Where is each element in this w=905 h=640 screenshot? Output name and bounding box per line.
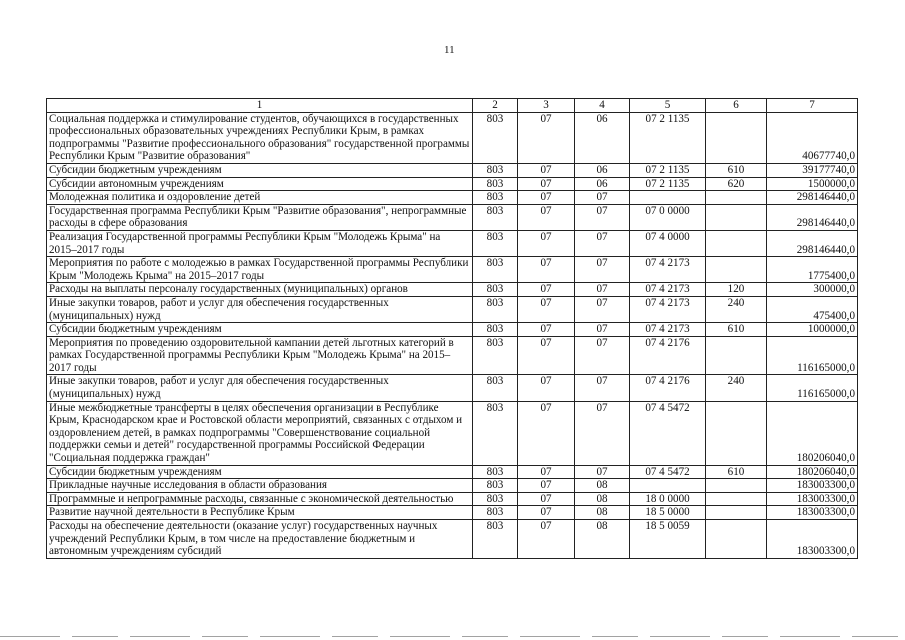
table-row: [47, 257, 858, 283]
amount-cell: 1000000,0: [767, 323, 858, 337]
subsection-cell: 08: [575, 506, 630, 520]
target-article-cell: 07 4 2176: [630, 375, 706, 401]
target-article-cell: 07 4 2173: [630, 296, 706, 322]
subsection-cell: 07: [575, 375, 630, 401]
expense-type-cell: [706, 506, 767, 520]
subsection-cell: 06: [575, 177, 630, 191]
target-article-cell: 07 2 1135: [630, 177, 706, 191]
code-cell: 803: [473, 257, 518, 283]
row-name-cell: Субсидии автономным учреждениям: [47, 177, 473, 191]
section-cell: 07: [518, 296, 575, 322]
table-row: [47, 465, 858, 479]
table-row: [47, 375, 858, 401]
page-number: 11: [444, 44, 455, 56]
amount-cell: 1775400,0: [767, 257, 858, 283]
row-name-cell: Молодежная политика и оздоровление детей: [47, 191, 473, 205]
expense-type-cell: [706, 401, 767, 465]
subsection-cell: 08: [575, 479, 630, 493]
expense-type-cell: 620: [706, 177, 767, 191]
subsection-cell: 07: [575, 257, 630, 283]
target-article-cell: 07 4 5472: [630, 465, 706, 479]
expense-type-cell: [706, 191, 767, 205]
amount-cell: 180206040,0: [767, 465, 858, 479]
code-cell: 803: [473, 191, 518, 205]
section-cell: 07: [518, 492, 575, 506]
target-article-cell: 07 4 2173: [630, 283, 706, 297]
section-cell: 07: [518, 204, 575, 230]
row-name-cell: Субсидии бюджетным учреждениям: [47, 465, 473, 479]
subsection-cell: 07: [575, 465, 630, 479]
table-row: [47, 520, 858, 559]
section-cell: 07: [518, 257, 575, 283]
target-article-cell: 07 2 1135: [630, 112, 706, 163]
expense-type-cell: [706, 479, 767, 493]
code-cell: 803: [473, 230, 518, 256]
table-row: [47, 283, 858, 297]
code-cell: 803: [473, 323, 518, 337]
budget-table: [46, 98, 858, 559]
row-name-cell: Социальная поддержка и стимулирование студентов, обучающихся в государственных профессиональных образовательных учреждениях Республики Крым, в рамках подпрограммы "Развитие профессионального образования" государственной программы Республики Крым "Развитие образования": [47, 112, 473, 163]
header-cell: 1: [47, 99, 473, 113]
table-row: [47, 323, 858, 337]
header-cell: 7: [767, 99, 858, 113]
amount-cell: 300000,0: [767, 283, 858, 297]
target-article-cell: [630, 191, 706, 205]
expense-type-cell: 610: [706, 465, 767, 479]
target-article-cell: 07 4 0000: [630, 230, 706, 256]
header-cell: 5: [630, 99, 706, 113]
row-name-cell: Субсидии бюджетным учреждениям: [47, 163, 473, 177]
amount-cell: 183003300,0: [767, 492, 858, 506]
expense-type-cell: [706, 112, 767, 163]
row-name-cell: Иные закупки товаров, работ и услуг для обеспечения государственных (муниципальных) нужд: [47, 296, 473, 322]
section-cell: 07: [518, 336, 575, 375]
amount-cell: 183003300,0: [767, 520, 858, 559]
code-cell: 803: [473, 492, 518, 506]
amount-cell: 116165000,0: [767, 375, 858, 401]
row-name-cell: Программные и непрограммные расходы, связанные с экономической деятельностью: [47, 492, 473, 506]
amount-cell: 298146440,0: [767, 204, 858, 230]
subsection-cell: 07: [575, 323, 630, 337]
subsection-cell: 07: [575, 296, 630, 322]
code-cell: 803: [473, 283, 518, 297]
amount-cell: 180206040,0: [767, 401, 858, 465]
row-name-cell: Расходы на выплаты персоналу государственных (муниципальных) органов: [47, 283, 473, 297]
subsection-cell: 08: [575, 520, 630, 559]
target-article-cell: 07 4 2173: [630, 323, 706, 337]
code-cell: 803: [473, 479, 518, 493]
amount-cell: 298146440,0: [767, 191, 858, 205]
row-name-cell: Мероприятия по проведению оздоровительной кампании детей льготных категорий в рамках Государственной программы Республики Крым "Молодежь Крыма" на 2015–2017 годы: [47, 336, 473, 375]
expense-type-cell: 610: [706, 163, 767, 177]
row-name-cell: Расходы на обеспечение деятельности (оказание услуг) государственных научных учреждений Республики Крым, в том числе на предоставление бюджетным и автономным учреждениям субсидий: [47, 520, 473, 559]
code-cell: 803: [473, 520, 518, 559]
amount-cell: 40677740,0: [767, 112, 858, 163]
amount-cell: 183003300,0: [767, 506, 858, 520]
header-cell: 2: [473, 99, 518, 113]
expense-type-cell: 240: [706, 296, 767, 322]
expense-type-cell: [706, 520, 767, 559]
code-cell: 803: [473, 204, 518, 230]
table-row: [47, 112, 858, 163]
subsection-cell: 07: [575, 283, 630, 297]
expense-type-cell: [706, 204, 767, 230]
table-row: [47, 163, 858, 177]
table-row: [47, 296, 858, 322]
table-row: [47, 401, 858, 465]
subsection-cell: 07: [575, 204, 630, 230]
amount-cell: 39177740,0: [767, 163, 858, 177]
target-article-cell: 07 2 1135: [630, 163, 706, 177]
section-cell: 07: [518, 520, 575, 559]
header-cell: 3: [518, 99, 575, 113]
code-cell: 803: [473, 112, 518, 163]
target-article-cell: 18 0 0000: [630, 492, 706, 506]
amount-cell: 1500000,0: [767, 177, 858, 191]
target-article-cell: 07 0 0000: [630, 204, 706, 230]
row-name-cell: Иные межбюджетные трансферты в целях обеспечения организации в Республике Крым, Краснодарском крае и Ростовской области мероприятий, связанных с отдыхом и оздоровлением детей, в рамках подпрограммы "Совершенствование социальной поддержки семьи и детей" государственной программы Российской Федерации "Социальная поддержка граждан": [47, 401, 473, 465]
target-article-cell: 07 4 5472: [630, 401, 706, 465]
code-cell: 803: [473, 401, 518, 465]
section-cell: 07: [518, 163, 575, 177]
row-name-cell: Иные закупки товаров, работ и услуг для обеспечения государственных (муниципальных) нужд: [47, 375, 473, 401]
expense-type-cell: [706, 492, 767, 506]
amount-cell: 116165000,0: [767, 336, 858, 375]
table-row: [47, 336, 858, 375]
amount-cell: 183003300,0: [767, 479, 858, 493]
table-row: [47, 230, 858, 256]
target-article-cell: [630, 479, 706, 493]
code-cell: 803: [473, 177, 518, 191]
scan-artifact-line: [0, 636, 905, 637]
expense-type-cell: [706, 230, 767, 256]
table-row: [47, 204, 858, 230]
section-cell: 07: [518, 191, 575, 205]
target-article-cell: 18 5 0000: [630, 506, 706, 520]
amount-cell: 475400,0: [767, 296, 858, 322]
header-cell: 4: [575, 99, 630, 113]
row-name-cell: Развитие научной деятельности в Республике Крым: [47, 506, 473, 520]
section-cell: 07: [518, 465, 575, 479]
target-article-cell: 07 4 2173: [630, 257, 706, 283]
section-cell: 07: [518, 283, 575, 297]
subsection-cell: 06: [575, 112, 630, 163]
section-cell: 07: [518, 230, 575, 256]
subsection-cell: 07: [575, 336, 630, 375]
subsection-cell: 06: [575, 163, 630, 177]
code-cell: 803: [473, 465, 518, 479]
code-cell: 803: [473, 163, 518, 177]
table-row: [47, 191, 858, 205]
header-cell: 6: [706, 99, 767, 113]
row-name-cell: Субсидии бюджетным учреждениям: [47, 323, 473, 337]
expense-type-cell: 240: [706, 375, 767, 401]
expense-type-cell: 610: [706, 323, 767, 337]
section-cell: 07: [518, 401, 575, 465]
table-row: [47, 177, 858, 191]
expense-type-cell: [706, 336, 767, 375]
expense-type-cell: [706, 257, 767, 283]
row-name-cell: Реализация Государственной программы Республики Крым "Молодежь Крыма" на 2015–2017 годы: [47, 230, 473, 256]
code-cell: 803: [473, 296, 518, 322]
code-cell: 803: [473, 506, 518, 520]
row-name-cell: Мероприятия по работе с молодежью в рамках Государственной программы Республики Крым "Молодежь Крыма" на 2015–2017 годы: [47, 257, 473, 283]
table-row: [47, 492, 858, 506]
amount-cell: 298146440,0: [767, 230, 858, 256]
section-cell: 07: [518, 375, 575, 401]
section-cell: 07: [518, 112, 575, 163]
code-cell: 803: [473, 375, 518, 401]
code-cell: 803: [473, 336, 518, 375]
table-row: [47, 479, 858, 493]
subsection-cell: 07: [575, 230, 630, 256]
target-article-cell: 18 5 0059: [630, 520, 706, 559]
table-row: [47, 506, 858, 520]
subsection-cell: 07: [575, 191, 630, 205]
subsection-cell: 08: [575, 492, 630, 506]
row-name-cell: Прикладные научные исследования в области образования: [47, 479, 473, 493]
section-cell: 07: [518, 479, 575, 493]
section-cell: 07: [518, 323, 575, 337]
section-cell: 07: [518, 506, 575, 520]
row-name-cell: Государственная программа Республики Крым "Развитие образования", непрограммные расходы в сфере образования: [47, 204, 473, 230]
section-cell: 07: [518, 177, 575, 191]
subsection-cell: 07: [575, 401, 630, 465]
expense-type-cell: 120: [706, 283, 767, 297]
table-header-row: [47, 99, 858, 113]
target-article-cell: 07 4 2176: [630, 336, 706, 375]
